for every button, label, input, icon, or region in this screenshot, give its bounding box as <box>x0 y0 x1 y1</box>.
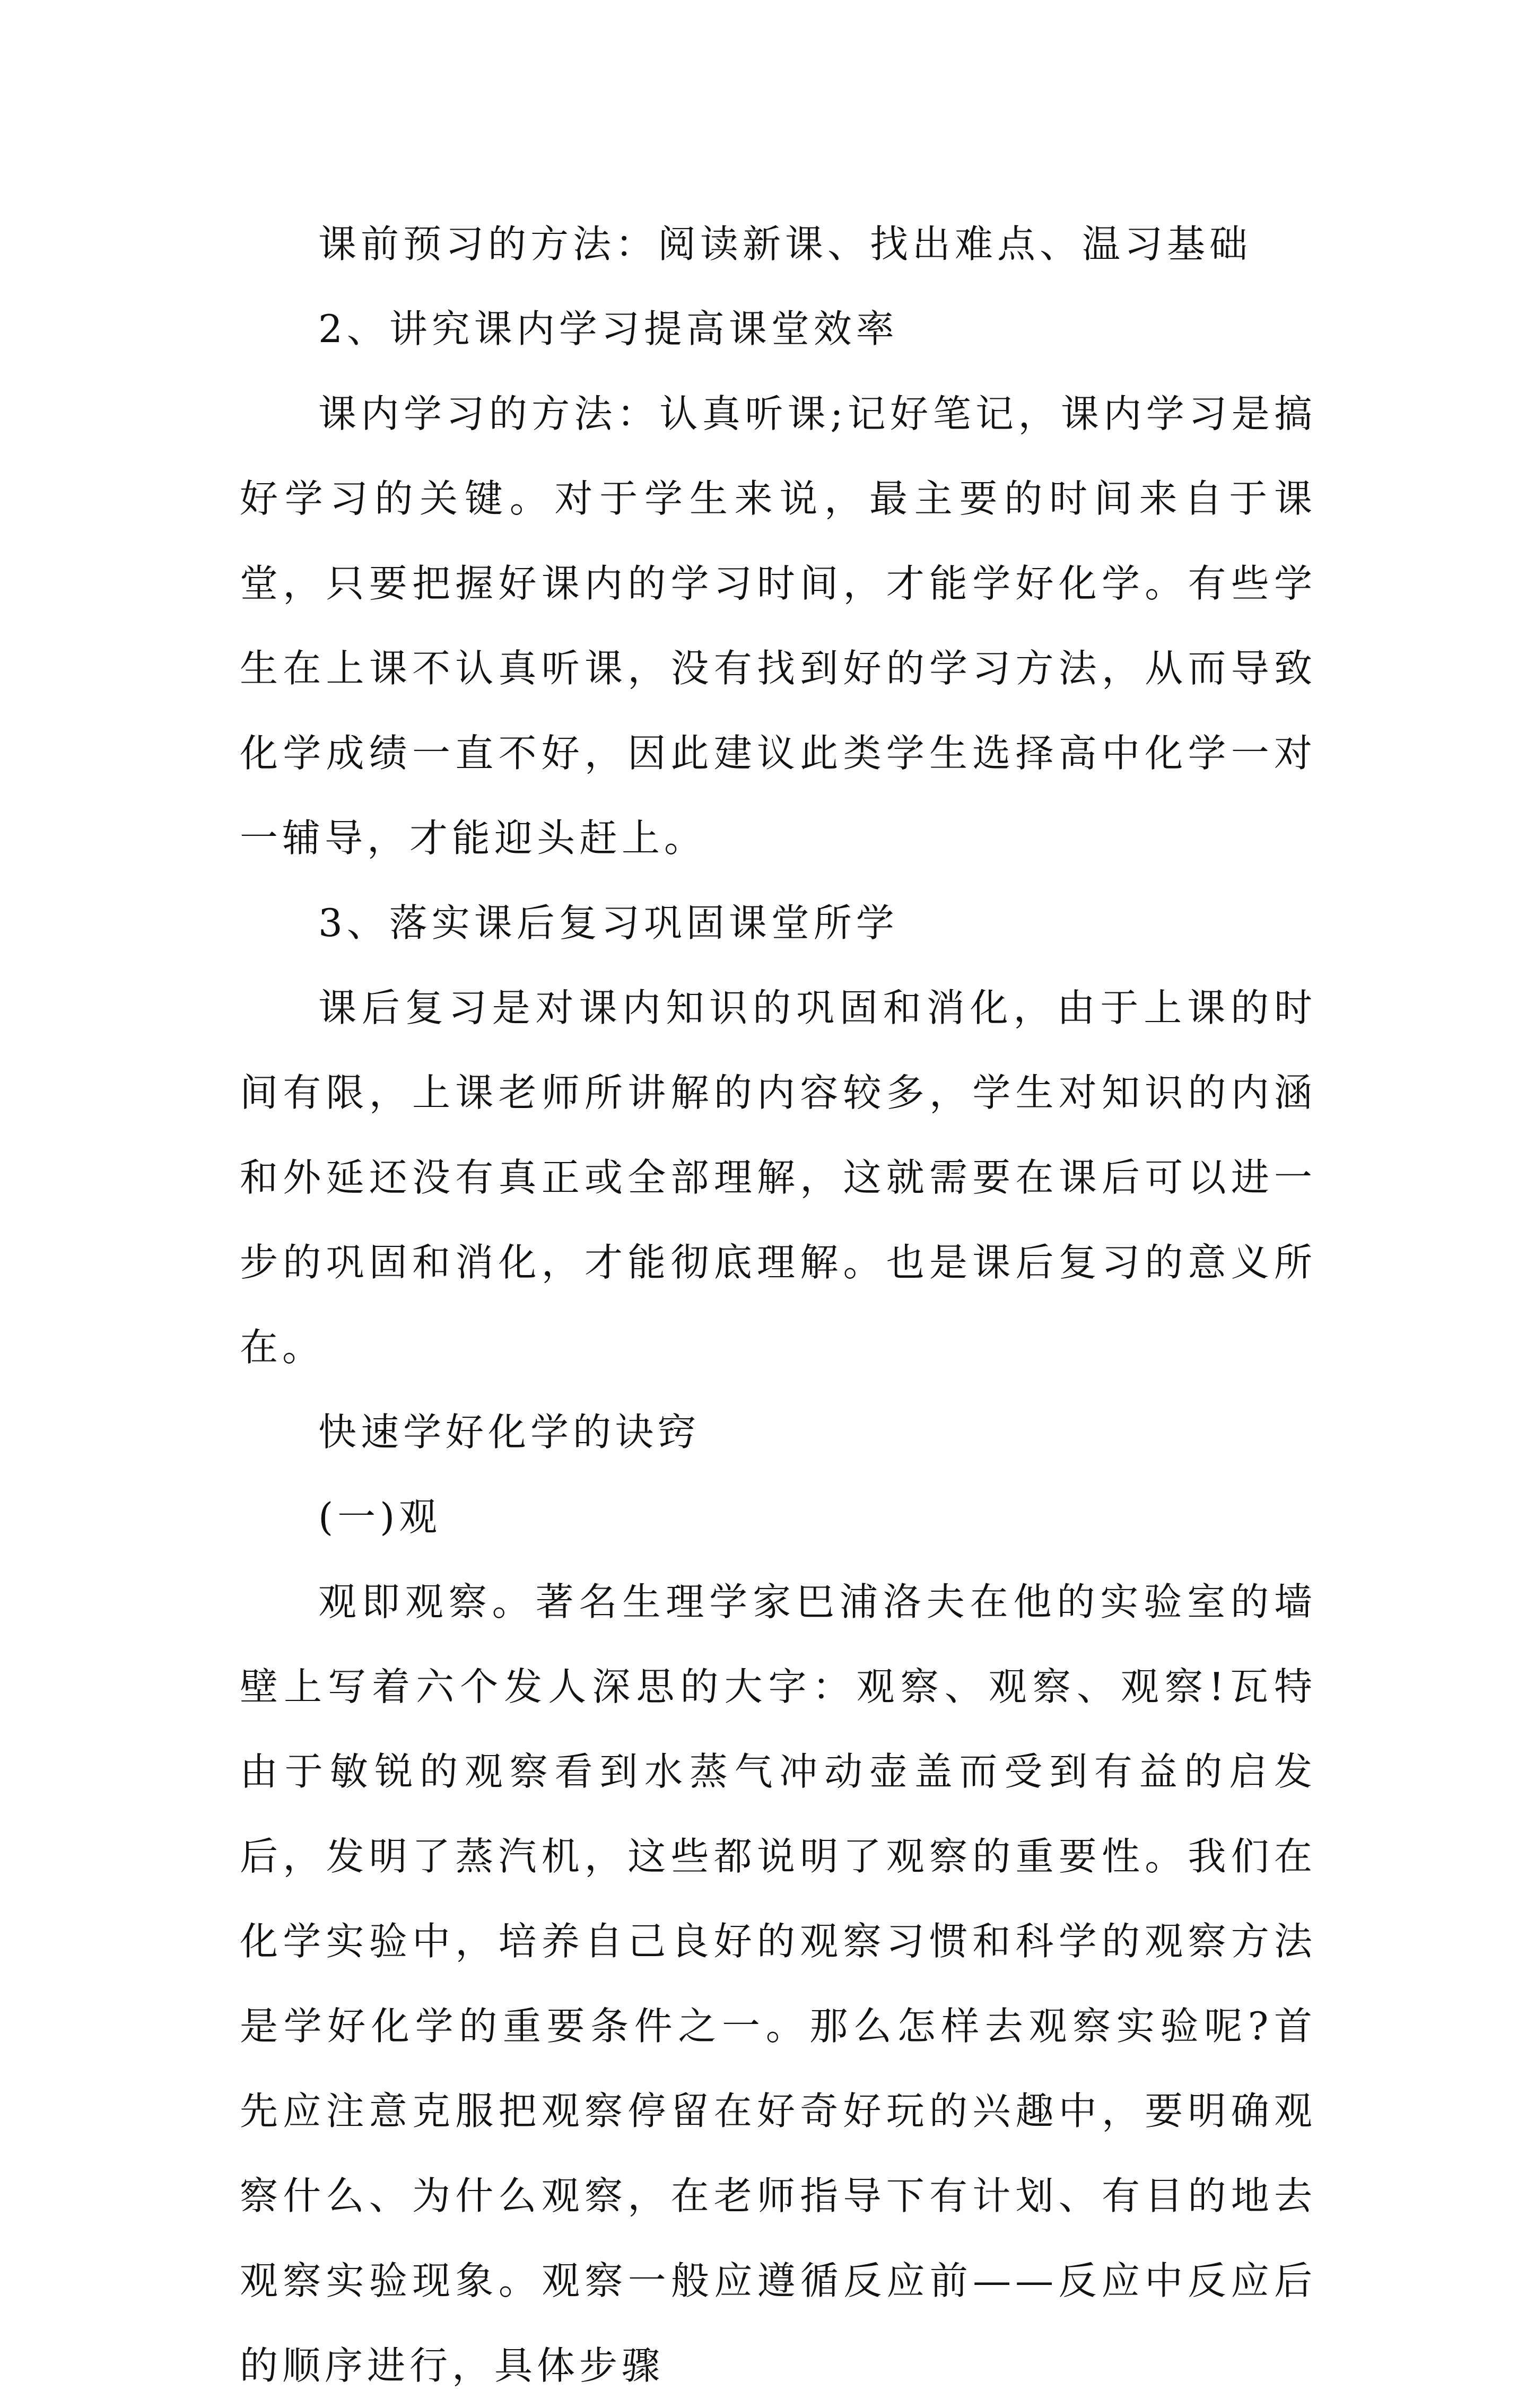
section-heading-2: 2、讲究课内学习提高课堂效率 <box>318 307 899 351</box>
section-heading-3: 3、落实课后复习巩固课堂所学 <box>318 901 899 945</box>
paragraph-observation: 观即观察。著名生理学家巴浦洛夫在他的实验室的墙壁上写着六个发人深思的大字：观察、观察、观察!瓦特由于敏锐的观察看到水蒸气冲动壶盖而受到有益的启发后，发明了蒸汽机，这些都说明了观察的重要性。我们在化学实验中，培养自己良好的观察习惯和科学的观察方法是学好化学的重要条件之一。那么怎样去观察实验呢?首先应注意克服把观察停留在好奇好玩的兴趣中，要明确观察什么、为什么观察，在老师指导下有计划、有目的地去观察实验现象。观察一般应遵循反应前——反应中反应后的顺序进行，具体步骤 <box>240 1580 1316 2388</box>
paragraph-preview-method: 课前预习的方法：阅读新课、找出难点、温习基础 <box>318 222 1252 266</box>
section-heading-tips: 快速学好化学的诀窍 <box>318 1410 701 1454</box>
document-body <box>240 202 1316 2408</box>
subsection-heading-observe: (一)观 <box>318 1495 442 1539</box>
paragraph-in-class-method: 课内学习的方法：认真听课;记好笔记，课内学习是搞好学习的关键。对于学生来说，最主要的时间来自于课堂，只要把握好课内的学习时间，才能学好化学。有些学生在上课不认真听课，没有找到好的学习方法，从而导致化学成绩一直不好，因此建议此类学生选择高中化学一对一辅导，才能迎头赶上。 <box>240 391 1316 860</box>
paragraph-review-method: 课后复习是对课内知识的巩固和消化，由于上课的时间有限，上课老师所讲解的内容较多，学生对知识的内涵和外延还没有真正或全部理解，这就需要在课后可以进一步的巩固和消化，才能彻底理解。也是课后复习的意义所在。 <box>240 985 1316 1369</box>
